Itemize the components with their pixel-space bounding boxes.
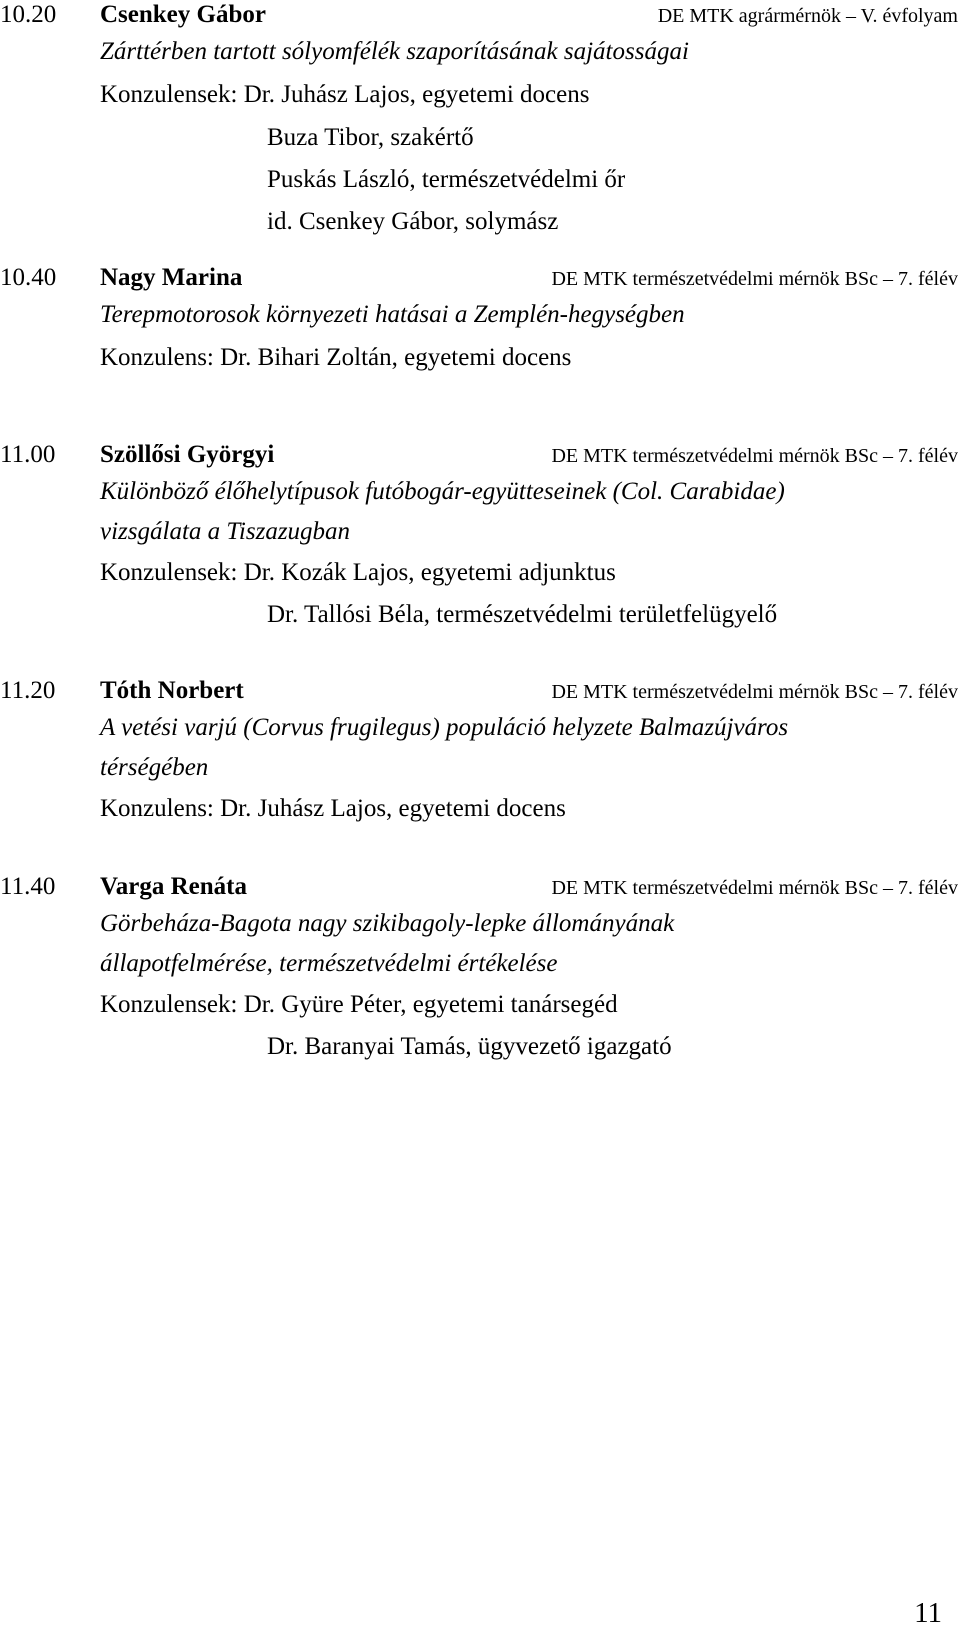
page-number: 11 xyxy=(914,1597,942,1629)
entry-title xyxy=(100,472,956,552)
entry-program: DE MTK természetvédelmi mérnök BSc – 7. félév xyxy=(551,681,958,703)
entry-advisors: Konzulensek: Dr. Kozák Lajos, egyetemi adjunktus xyxy=(100,559,616,586)
entry-title xyxy=(100,708,956,788)
entry-advisors: Konzulens: Dr. Juhász Lajos, egyetemi docens xyxy=(100,795,566,822)
entry-advisors: Konzulensek: Dr. Gyüre Péter, egyetemi tanársegéd xyxy=(100,991,618,1018)
entry-title xyxy=(100,32,956,72)
entry-time: 11.00 xyxy=(0,441,56,468)
entry-title-line: Görbeháza-Bagota nagy szikibagoly-lepke állományának xyxy=(100,910,675,937)
entry-time: 10.20 xyxy=(0,1,57,28)
entry-program: DE MTK agrármérnök – V. évfolyam xyxy=(657,5,958,27)
entry-program: DE MTK természetvédelmi mérnök BSc – 7. félév xyxy=(551,445,958,467)
entry-name: Nagy Marina xyxy=(100,264,243,291)
entry-name: Tóth Norbert xyxy=(100,677,244,704)
entry-program: DE MTK természetvédelmi mérnök BSc – 7. félév xyxy=(551,877,958,899)
entry-advisors: Konzulens: Dr. Bihari Zoltán, egyetemi docens xyxy=(100,344,572,371)
entry-title-line: állapotfelmérése, természetvédelmi értékelése xyxy=(100,950,558,977)
entry-advisor-extra: Puskás László, természetvédelmi őr xyxy=(267,166,626,193)
entry-title-line: A vetési varjú (Corvus frugilegus) populáció helyzete Balmazújváros xyxy=(100,714,789,741)
entry-advisor-extra: Dr. Tallósi Béla, természetvédelmi területfelügyelő xyxy=(267,601,778,628)
entry-time: 11.20 xyxy=(0,677,56,704)
entry-title xyxy=(100,904,956,984)
entry-time: 11.40 xyxy=(0,873,56,900)
entry-name: Varga Renáta xyxy=(100,873,247,900)
entry-title-line: vizsgálata a Tiszazugban xyxy=(100,518,351,545)
entry-program: DE MTK természetvédelmi mérnök BSc – 7. félév xyxy=(551,268,958,290)
entry-advisor-extra: id. Csenkey Gábor, solymász xyxy=(267,208,559,235)
entry-title-line: térségében xyxy=(100,754,209,781)
entry-title xyxy=(100,295,956,335)
entry-advisors: Konzulensek: Dr. Juhász Lajos, egyetemi docens xyxy=(100,81,590,108)
entry-title-line: Zárttérben tartott sólyomfélék szaporításának sajátosságai xyxy=(100,38,689,65)
entry-advisor-extra: Dr. Baranyai Tamás, ügyvezető igazgató xyxy=(267,1033,672,1060)
entry-name: Szöllősi Györgyi xyxy=(100,441,275,468)
entry-time: 10.40 xyxy=(0,264,57,291)
entry-title-line: Különböző élőhelytípusok futóbogár-együtteseinek (Col. Carabidae) xyxy=(100,478,785,505)
entry-title-line: Terepmotorosok környezeti hatásai a Zemplén-hegységben xyxy=(100,301,685,328)
entry-advisor-extra: Buza Tibor, szakértő xyxy=(267,124,474,151)
entry-name: Csenkey Gábor xyxy=(100,1,266,28)
